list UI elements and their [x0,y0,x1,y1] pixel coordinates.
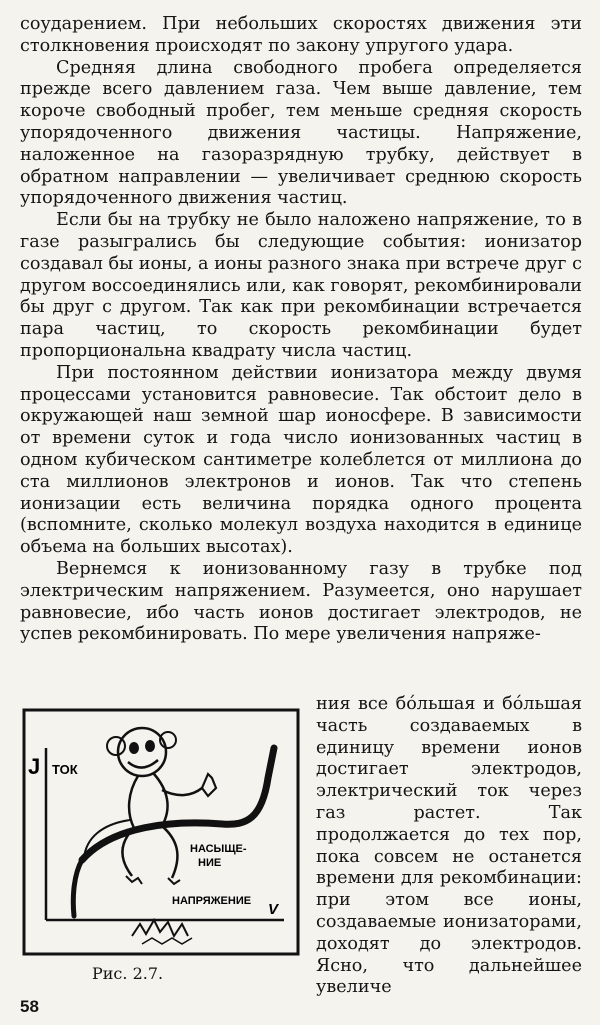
thumb-up-hand [202,774,216,796]
figure-frame [24,710,298,954]
monkey-eye-left [129,742,139,754]
paragraph-1: соударением. При небольших скоростях движения эти столкновения происходят по закону упругого удара. [20,14,582,56]
monkey-foot-right [168,878,180,884]
figure-illustration [22,708,300,956]
x-axis-label: НАПРЯЖЕНИЕ [172,895,252,907]
foliage-lower [142,938,192,944]
saturation-label-2: НИЕ [198,857,222,869]
paragraph-2: Средняя длина свободного пробега определяется прежде всего давлением газа. Чем выше давление, тем короче свободный пробег, тем меньше средняя скорость упорядоченного движения частицы. Напряжение, наложенное на газоразрядную трубку, действует в обратном направлении — увеличивает среднюю скорость упорядоченного движения частиц. [20,57,582,209]
figure-monkey-graph [22,708,300,956]
monkey-smile [128,760,158,768]
figure-caption: Рис. 2.7. [92,964,164,983]
foliage [132,920,188,936]
monkey-ear-left [107,737,125,755]
monkey-foot-left [126,876,142,884]
monkey-body-right [154,774,168,826]
y-axis-label: ТОК [52,762,78,777]
wrapped-paragraph: ния все бо́льшая и бо́льшая часть создаваемых в единицу времени ионов достигает электродов, электрический ток через газ растет. Так продолжается до тех пор, пока совсем не останется времени для рекомбинации: при этом все ионы, создаваемые ионизаторами, доходят до электродов. Ясно, что дальнейшее увеличе [316,694,582,998]
monkey-arm [162,788,202,795]
curve-start [73,860,82,916]
monkey-eye-right [145,740,155,752]
monkey-body-left [129,776,138,828]
saturation-label-1: НАСЫЩЕ- [190,843,247,855]
monkey-leg-right [162,826,177,878]
main-text [20,14,582,646]
wrapped-text [316,694,582,999]
x-axis-symbol: V [268,901,279,918]
paragraph-3: Если бы на трубку не было наложено напряжение, то в газе разыгрались бы следующие события: ионизатор создавал бы ионы, а ионы разного знака при встрече друг с другом воссоединялись или, как говорят, рекомбинировали бы друг с другом. Так как при рекомбинации встречается пара частиц, то скорость рекомбинации будет пропорциональна квадрату числа частиц. [20,210,582,361]
paragraph-4: При постоянном действии ионизатора между двумя процессами установится равновесие. Так обстоит дело в окружающей наш земной шар ионосфере. В зависимости от времени суток и года число ионизованных частиц в одном кубическом сантиметре колеблется от миллиона до ста миллионов электронов и ионов. Так что степень ионизации есть величина порядка одного процента (вспомните, сколько молекул воздуха находится в единице объема на больших высотах). [20,362,582,558]
y-axis-symbol: J [28,754,41,779]
page-number: 58 [20,997,39,1016]
paragraph-5: Вернемся к ионизованному газу в трубке под электрическим напряжением. Разумеется, оно нарушает равновесие, ибо часть ионов достигает электродов, не успев рекомбинировать. По мере увеличения напряже- [20,558,582,645]
